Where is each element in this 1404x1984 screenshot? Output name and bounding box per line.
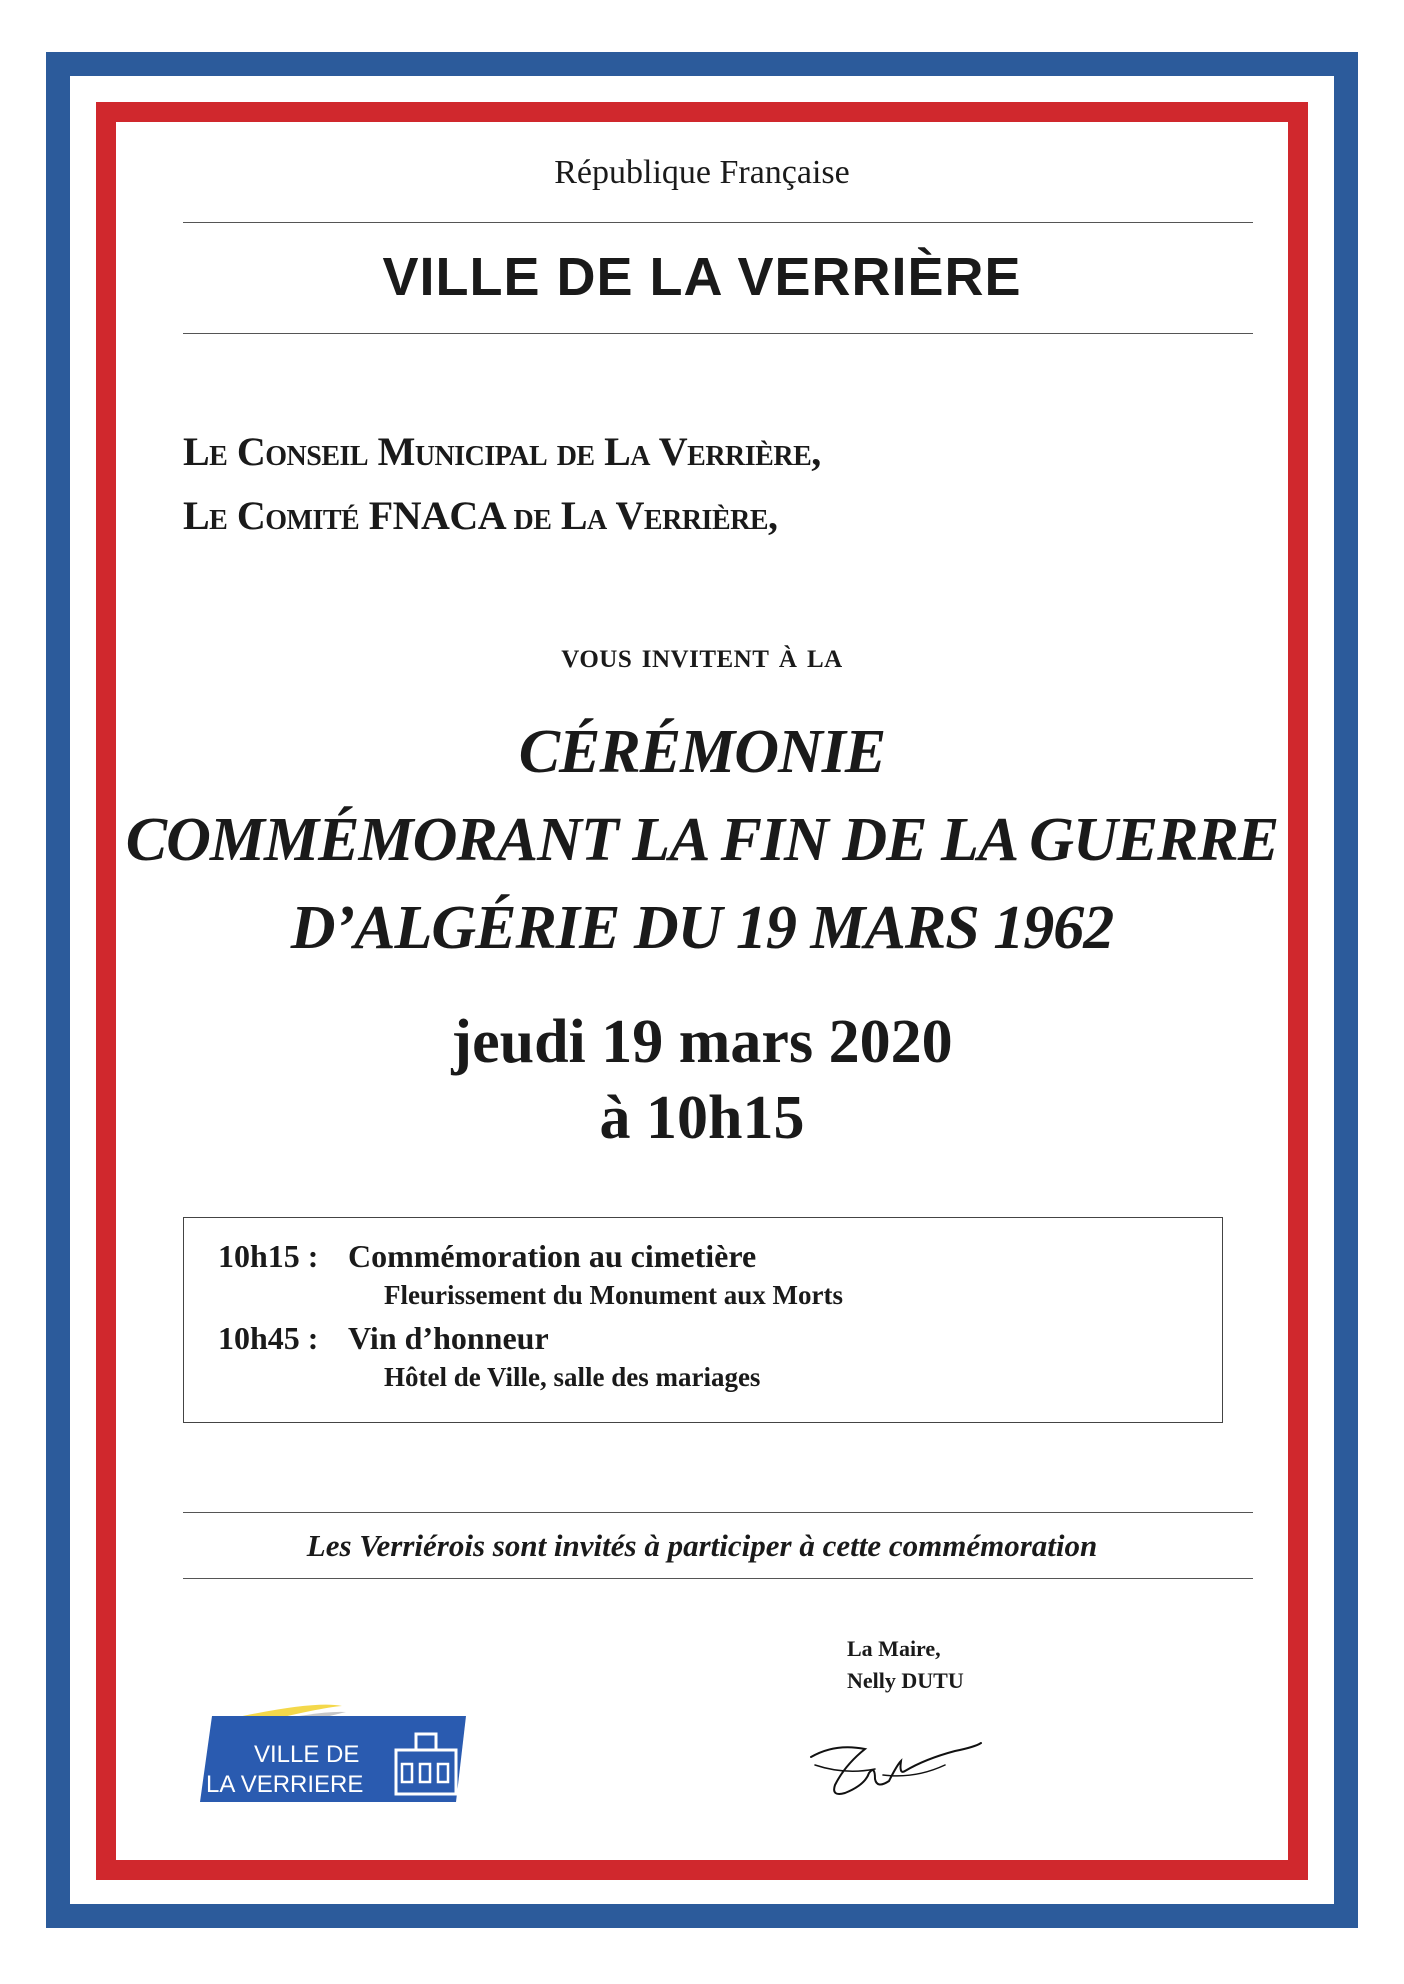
- mayor-signature: [805, 1735, 985, 1815]
- program-title: Vin d’honneur: [348, 1320, 549, 1356]
- program-item: [218, 1238, 756, 1275]
- invitation-lead: vous invitent à la: [561, 635, 843, 675]
- logo-text-line2: LA VERRIERE: [206, 1771, 364, 1798]
- program-detail: Hôtel de Ville, salle des mariages: [384, 1362, 761, 1392]
- ceremony-title-line: D’ALGÉRIE DU 19 MARS 1962: [290, 894, 1114, 962]
- divider-top: [183, 222, 1253, 223]
- tricolor-inner-border-red: [96, 102, 1308, 1880]
- ceremony-title-line: CÉRÉMONIE: [518, 718, 886, 786]
- divider-above-closing: [183, 1512, 1253, 1513]
- host-council: Le Conseil Municipal de La Verrière,: [183, 429, 821, 474]
- divider-below-closing: [183, 1578, 1253, 1579]
- program-box: [183, 1217, 1223, 1423]
- program-detail: Fleurissement du Monument aux Morts: [384, 1280, 843, 1310]
- event-date: jeudi 19 mars 2020: [451, 1008, 953, 1076]
- signatory-block: [847, 1633, 964, 1697]
- host-fnaca: Le Comité FNACA de La Verrière,: [183, 493, 778, 538]
- republic-heading: République Française: [554, 154, 850, 191]
- event-time: à 10h15: [599, 1084, 805, 1152]
- signatory-name: Nelly DUTU: [847, 1668, 964, 1693]
- signatory-role: La Maire,: [847, 1636, 941, 1661]
- program-time: 10h15 :: [218, 1238, 319, 1274]
- city-title: VILLE DE LA VERRIÈRE: [382, 247, 1022, 307]
- divider-below-city: [183, 333, 1253, 334]
- ceremony-title: [0, 708, 1404, 972]
- closing-note: Les Verriérois sont invités à participer à cette commémoration: [306, 1528, 1098, 1563]
- city-logo: [194, 1700, 474, 1810]
- ceremony-title-line: COMMÉMORANT LA FIN DE LA GUERRE: [125, 806, 1279, 874]
- event-date-block: [0, 1004, 1404, 1156]
- program-item: [218, 1320, 549, 1357]
- program-time: 10h45 :: [218, 1320, 319, 1356]
- logo-text-line1: VILLE DE: [254, 1741, 360, 1768]
- program-title: Commémoration au cimetière: [348, 1238, 757, 1274]
- hosts-block: [183, 420, 821, 548]
